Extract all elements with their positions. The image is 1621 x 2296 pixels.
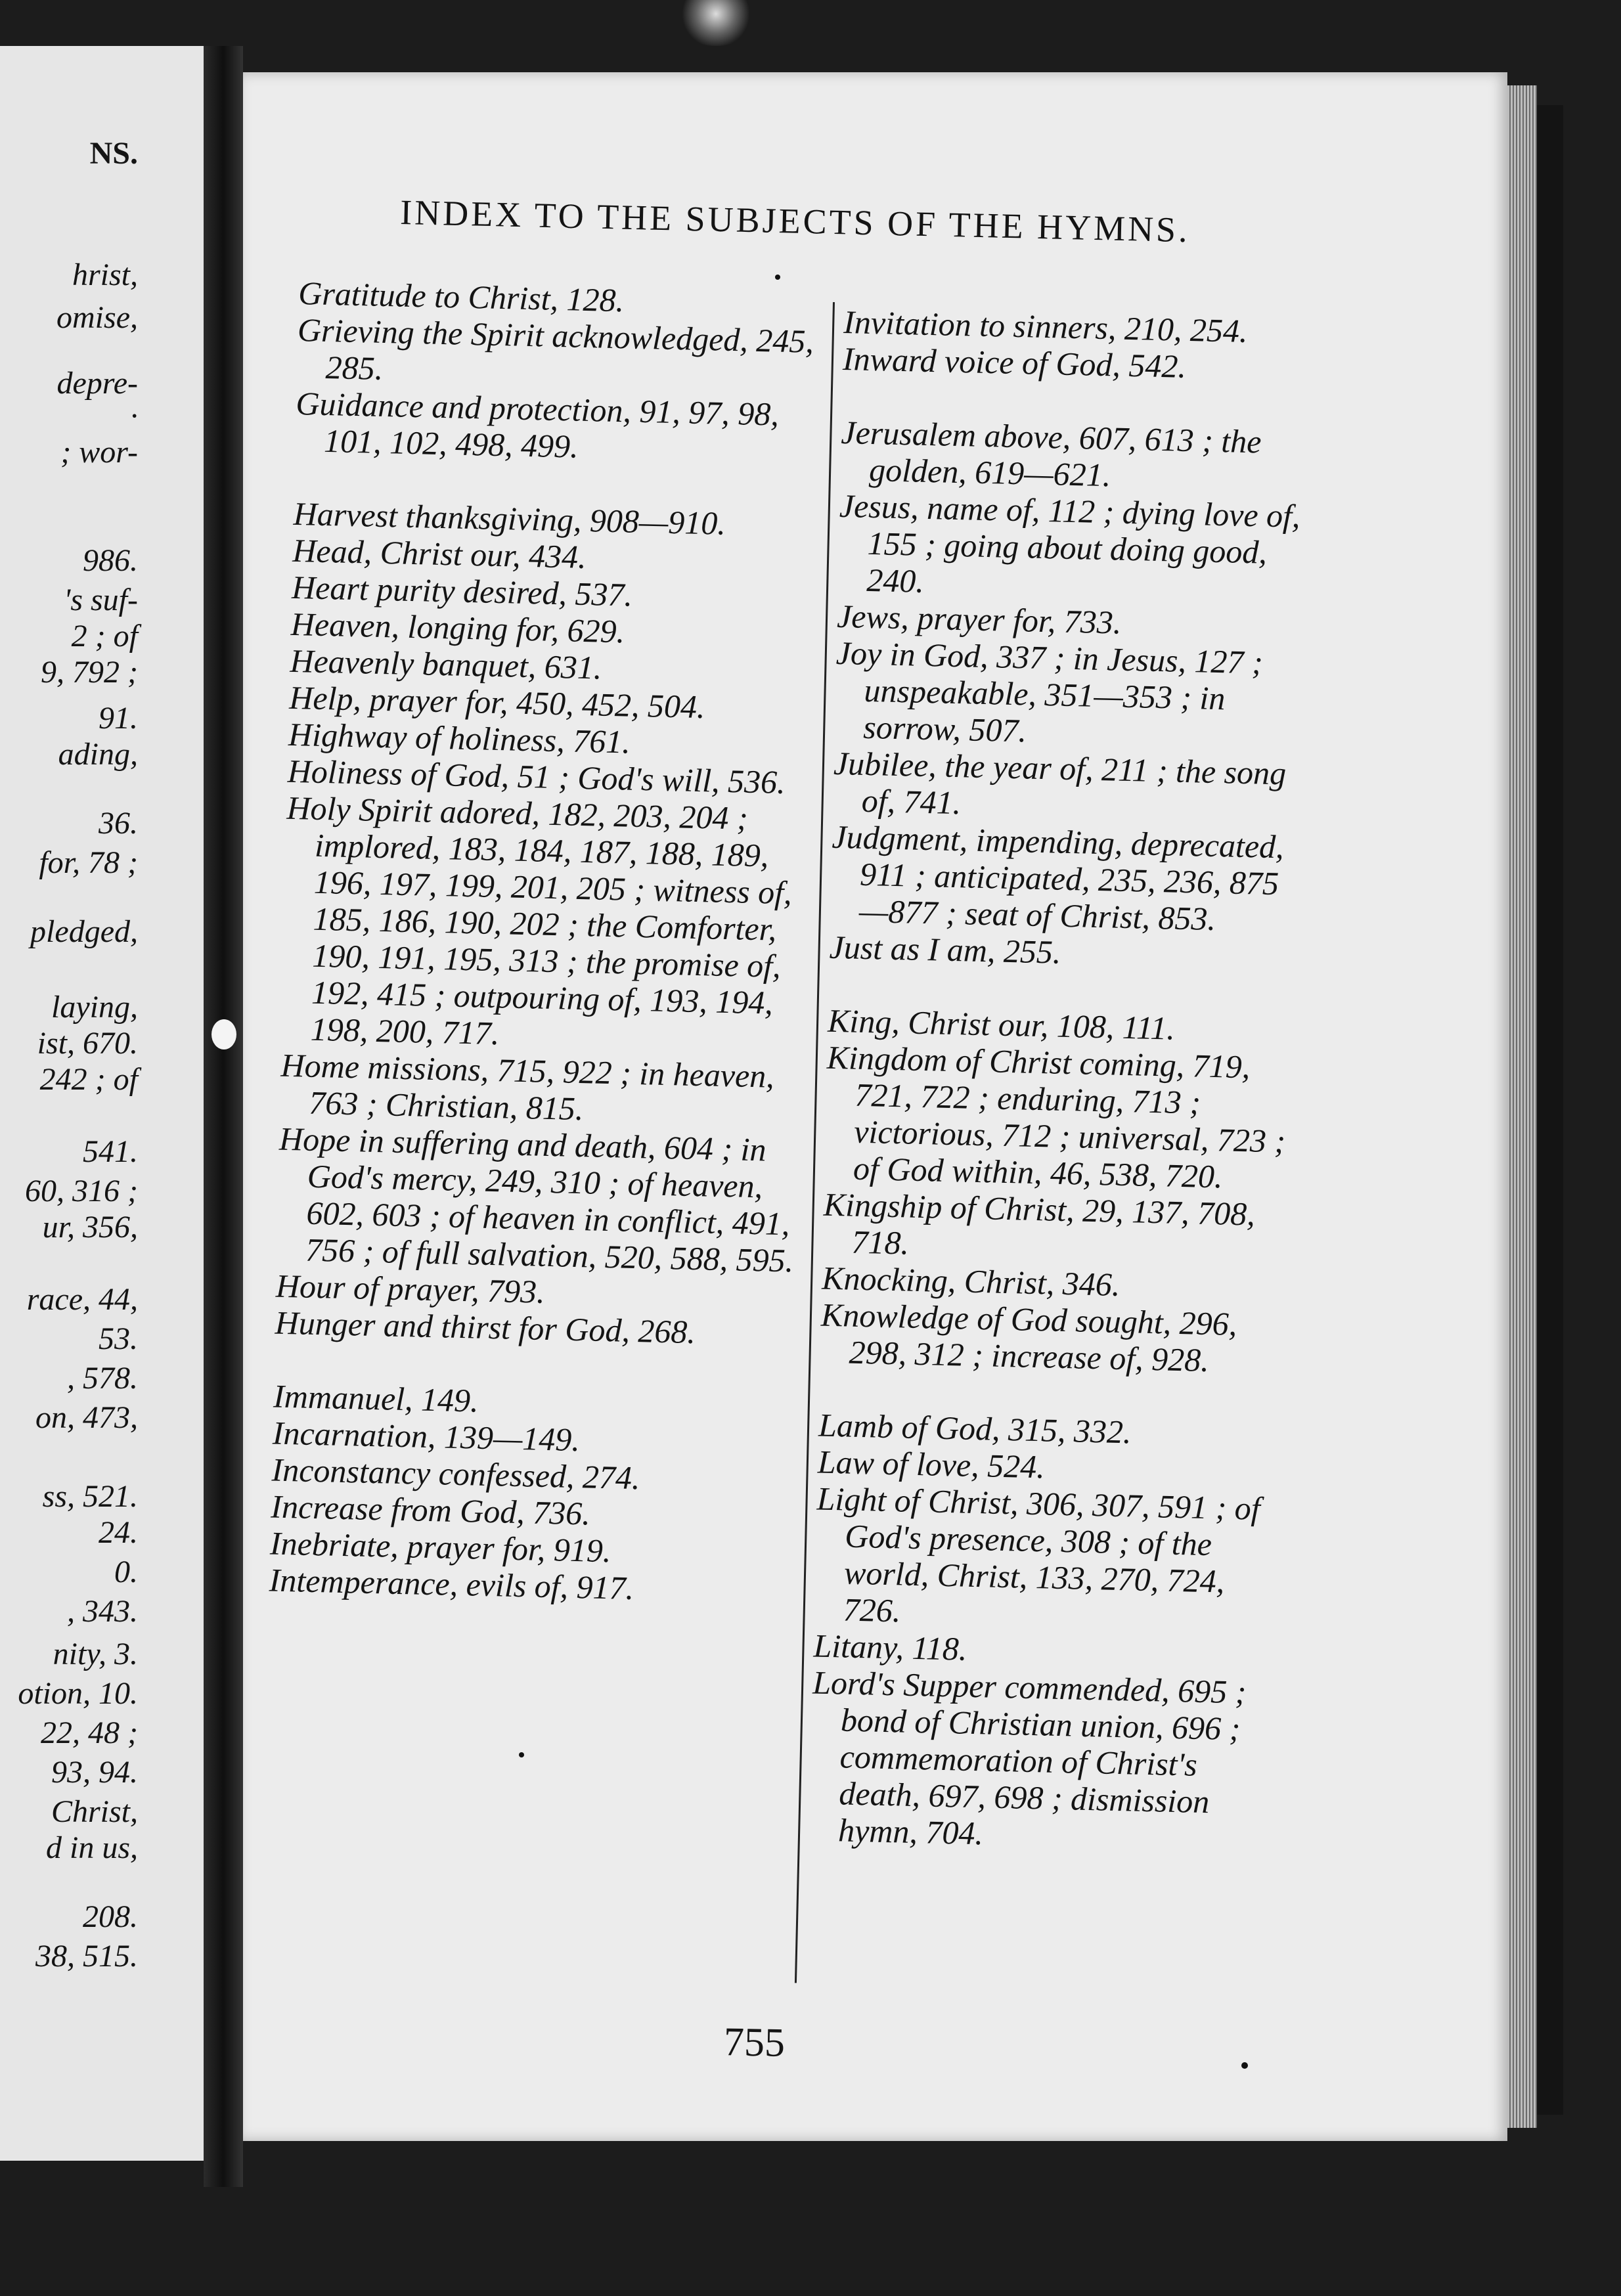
facing-page-line: ss, 521.	[42, 1479, 138, 1514]
facing-page-line: NS.	[89, 136, 138, 171]
facing-page-line: 208.	[83, 1899, 138, 1934]
facing-page-line: Christ,	[51, 1794, 138, 1829]
index-entry-text: Knocking, Christ, 346.	[821, 1259, 1121, 1303]
index-entry	[834, 634, 1310, 755]
index-entry	[820, 1296, 1294, 1380]
index-entry-text: Kingdom of Christ coming, 719, 721, 722 ; enduring, 713 ; victorious, 712 ; universal, 723 ; of God within, 46, 538, 720.	[826, 1038, 1286, 1195]
page-edges	[1507, 85, 1537, 2128]
facing-page-line: otion, 10.	[18, 1676, 138, 1711]
index-entry-text: Heavenly banquet, 631.	[290, 642, 603, 686]
index-entry-text: Guidance and protection, 91, 97, 98, 101, 102, 498, 499.	[295, 384, 780, 465]
facing-page-line: 2 ; of	[71, 619, 138, 653]
index-entry-text: Highway of holiness, 761.	[288, 715, 631, 761]
index-entry	[832, 745, 1306, 829]
index-entry-text: Grieving the Spirit acknowledged, 245, 285.	[297, 311, 814, 387]
index-entry	[840, 414, 1314, 498]
facing-page-line: 9, 792 ;	[41, 655, 138, 690]
index-entry	[814, 1480, 1290, 1638]
index-entry-text: Lamb of God, 315, 332.	[818, 1406, 1132, 1451]
index-entry-text: Gratitude to Christ, 128.	[298, 275, 625, 319]
binding-clip	[680, 0, 752, 46]
index-column-left	[269, 275, 824, 1610]
facing-page-line: ; wor-	[60, 435, 138, 470]
index-entry-text: Jews, prayer for, 733.	[836, 597, 1122, 641]
facing-page-line: nity, 3.	[53, 1637, 138, 1671]
facing-page-line: 986.	[83, 543, 138, 578]
facing-page-line: 's suf-	[64, 583, 138, 617]
index-entry-text: King, Christ our, 108, 111.	[827, 1002, 1176, 1047]
facing-page-line: race, 44,	[26, 1282, 138, 1317]
index-entry-text: Light of Christ, 306, 307, 591 ; of God's presence, 308 ; of the world, Christ, 133, 270, 724, 726.	[816, 1480, 1261, 1629]
index-entry	[824, 1039, 1300, 1197]
facing-page-line: pledged,	[30, 914, 138, 949]
index-entry	[295, 385, 822, 470]
facing-page-line: ist, 670.	[37, 1026, 138, 1061]
index-entry	[830, 818, 1305, 939]
index-entry-text: Increase from God, 736.	[270, 1488, 591, 1532]
facing-page	[0, 46, 204, 2161]
index-entry-text: Joy in God, 337 ; in Jesus, 127 ; unspeakable, 351—353 ; in sorrow, 507.	[835, 634, 1264, 749]
index-entry-text: Lord's Supper commended, 695 ; bond of Christian union, 696 ; commemoration of Christ's death, 697, 698 ; dismission hymn, 704.	[812, 1664, 1247, 1852]
facing-page-line: 541.	[83, 1134, 138, 1169]
index-entry-text: Invitation to sinners, 210, 254.	[843, 303, 1249, 349]
paper-blemish	[211, 1019, 236, 1049]
index-entry-text: Inebriate, prayer for, 919.	[269, 1524, 612, 1570]
index-entry-text: Kingship of Christ, 29, 137, 708, 718.	[823, 1185, 1256, 1262]
index-entry-text: Intemperance, evils of, 917.	[269, 1561, 634, 1607]
index-entry-text: Immanuel, 149.	[273, 1377, 479, 1419]
facing-page-line: d in us,	[45, 1830, 138, 1865]
facing-page-line: depre-	[56, 366, 138, 401]
facing-page-line: 36.	[99, 806, 138, 841]
facing-page-line: 60, 316 ;	[25, 1174, 138, 1208]
index-entry	[281, 789, 812, 1059]
index-entry-text: Law of love, 524.	[817, 1443, 1046, 1486]
index-entry-text: Holy Spirit adored, 182, 203, 204 ; implored, 183, 184, 187, 188, 189, 196, 197, 199, 201, 205 ; witness of, 185, 186, 190, 202 ; the Comforter, 190, 191, 195, 313 ; the promise of, 192, 415 ; outpouring of, 193, 194, 198, 200, 717.	[286, 789, 793, 1052]
index-column-right	[809, 303, 1317, 1859]
index-entry-text: Home missions, 715, 922 ; in heaven, 763 ; Christian, 815.	[280, 1046, 775, 1128]
facing-page-line: 0.	[114, 1555, 138, 1589]
facing-page-line: for, 78 ;	[39, 845, 138, 880]
index-entry-text: Jerusalem above, 607, 613 ; the golden, 619—621.	[840, 413, 1262, 494]
index-entry-text: Incarnation, 139—149.	[272, 1414, 581, 1459]
index-entry-text: Hope in suffering and death, 604 ; in God's mercy, 249, 310 ; of heaven, 602, 603 ; of heaven in conflict, 491, 756 ; of full salvation, 520, 588, 595.	[278, 1120, 794, 1279]
facing-page-line: 93, 94.	[51, 1755, 138, 1790]
facing-page-line: 24.	[99, 1515, 138, 1550]
facing-page-line: , 343.	[67, 1594, 138, 1629]
index-entry-text: Jubilee, the year of, 211 ; the song of, 741.	[833, 744, 1287, 822]
facing-page-line: ·	[130, 399, 138, 433]
index-entry-text: Litany, 118.	[812, 1627, 968, 1667]
facing-page-line: 53.	[99, 1321, 138, 1356]
index-entry	[277, 1120, 805, 1279]
index-entry	[822, 1186, 1297, 1270]
facing-page-line: hrist,	[72, 257, 138, 292]
index-entry-text: Harvest thanksgiving, 908—910.	[293, 495, 726, 542]
page-number: 755	[723, 2020, 786, 2065]
index-entry-text: Inconstancy confessed, 274.	[271, 1451, 641, 1497]
index-entry-text: Inward voice of God, 542.	[842, 340, 1187, 385]
running-head: INDEX TO THE SUBJECTS OF THE HYMNS.	[399, 192, 1191, 250]
facing-page-line: 91.	[99, 701, 138, 736]
facing-page-line: ading,	[58, 737, 138, 772]
index-entry-text: Hunger and thirst for God, 268.	[275, 1304, 696, 1351]
index-entry	[809, 1664, 1286, 1858]
index-entry-text: Heart purity desired, 537.	[291, 568, 633, 613]
index-entry-text: Jesus, name of, 112 ; dying love of, 155 ; going about doing good, 240.	[839, 487, 1301, 600]
ink-speck	[1241, 2062, 1248, 2069]
facing-page-line: , 578.	[67, 1361, 138, 1396]
index-entry-text: Holiness of God, 51 ; God's will, 536.	[287, 752, 786, 801]
index-entry	[296, 311, 823, 397]
facing-page-line: 22, 48 ;	[41, 1715, 138, 1750]
facing-page-line: on, 473,	[35, 1400, 138, 1435]
book-gutter	[204, 46, 243, 2187]
index-entry-text: Judgment, impending, deprecated, 911 ; anticipated, 235, 236, 875—877 ; seat of Christ, 853.	[831, 818, 1285, 938]
facing-page-line: 38, 515.	[35, 1939, 138, 1974]
index-entry-text: Help, prayer for, 450, 452, 504.	[288, 678, 706, 726]
ink-speck	[519, 1752, 524, 1757]
index-entry-text: Head, Christ our, 434.	[292, 531, 587, 576]
index-entry-text: Heaven, longing for, 629.	[290, 605, 625, 650]
facing-page-line: ur, 356,	[42, 1210, 138, 1245]
index-entry	[280, 1047, 807, 1132]
facing-page-line: laying,	[51, 990, 138, 1025]
index-entry-text: Just as I am, 255.	[829, 928, 1062, 971]
index-entry-text: Hour of prayer, 793.	[275, 1267, 546, 1310]
ink-speck	[775, 275, 780, 280]
facing-page-line: 242 ; of	[39, 1062, 138, 1097]
index-entry-text: Knowledge of God sought, 296, 298, 312 ; increase of, 928.	[820, 1296, 1237, 1379]
facing-page-line: omise,	[56, 300, 138, 335]
cover-edge	[1537, 105, 1563, 2115]
index-entry	[837, 487, 1313, 608]
